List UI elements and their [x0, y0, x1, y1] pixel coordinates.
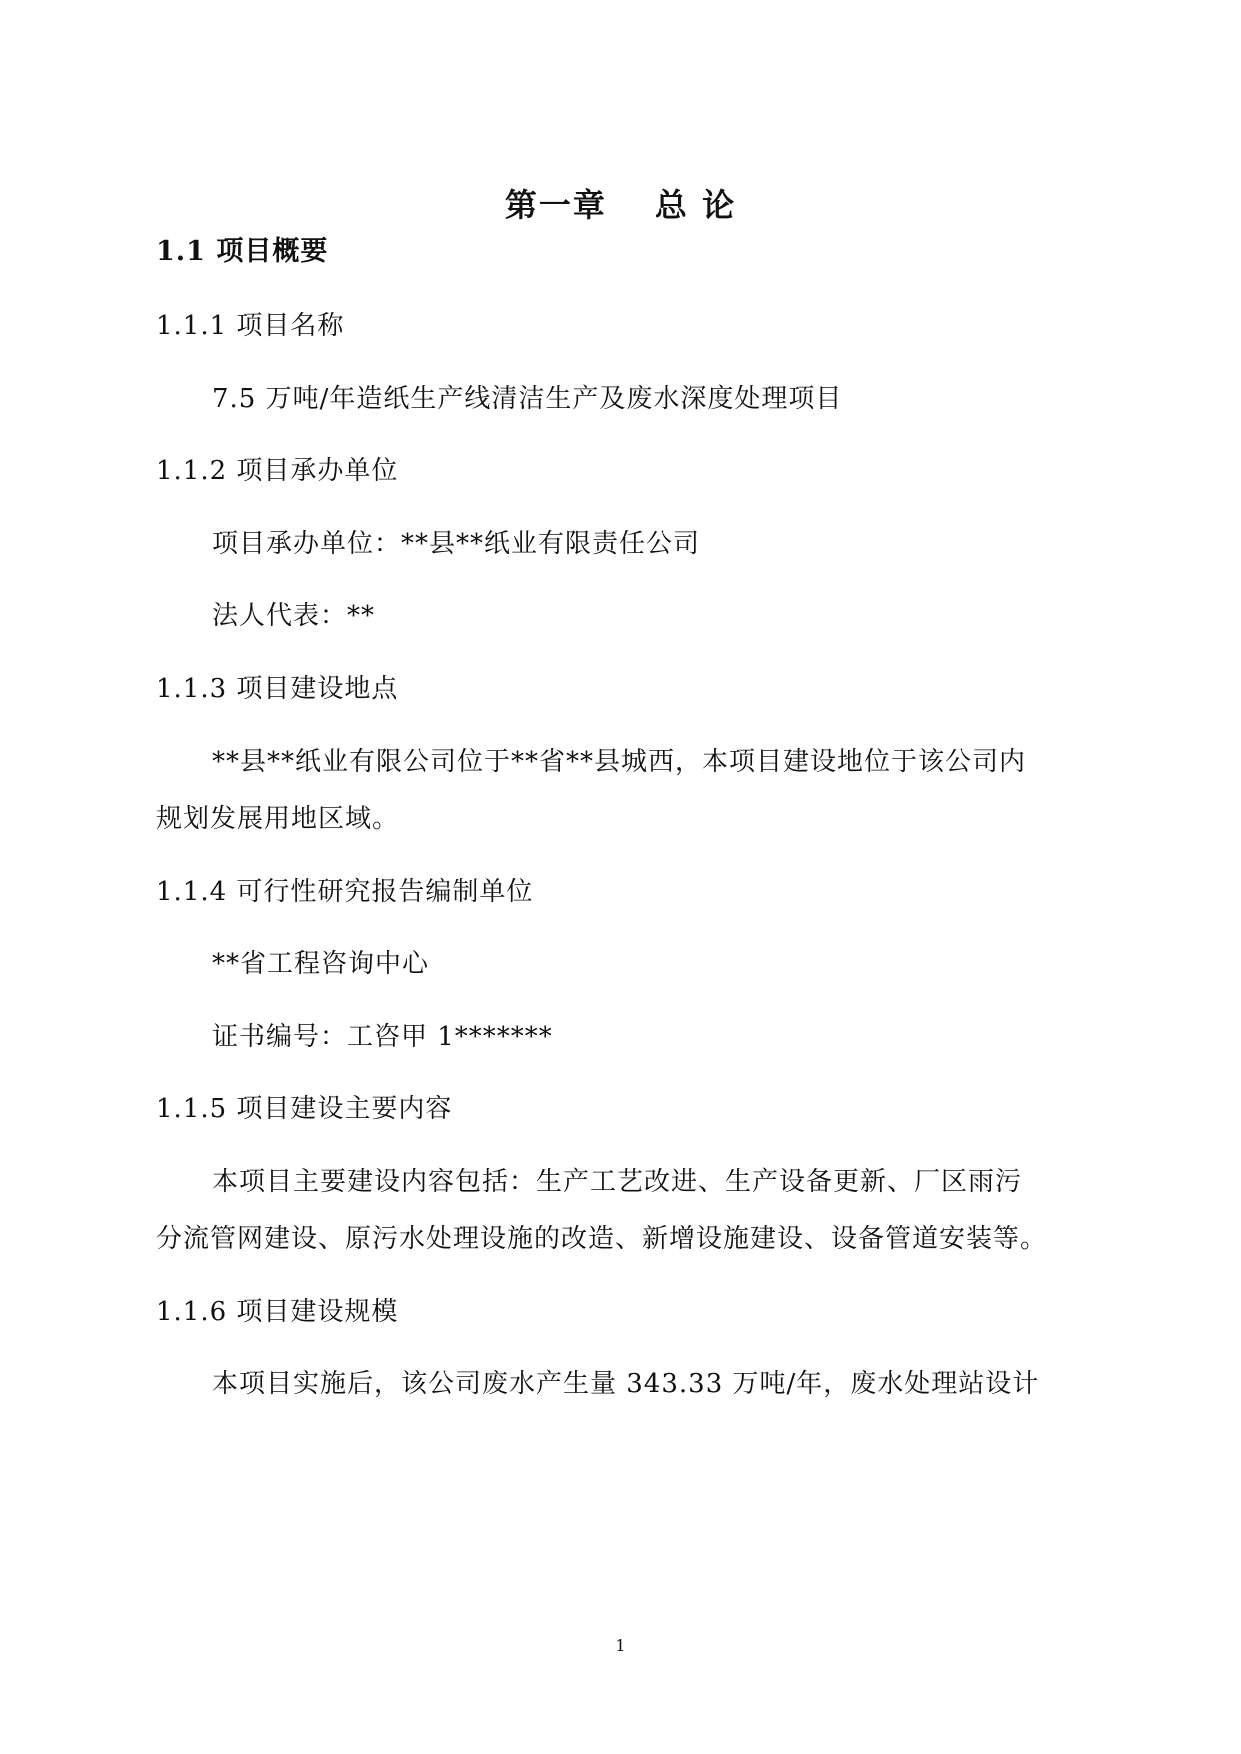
sponsor-unit: 项目承办单位：**县**纸业有限责任公司	[212, 529, 701, 559]
chapter-name: 总 论	[654, 186, 737, 224]
legal-representative: 法人代表：**	[212, 601, 376, 631]
location-line-1: **县**纸业有限公司位于**省**县城西，本项目建设地位于该公司内	[212, 747, 1027, 777]
heading-1-1-6: 1.1.6 项目建设规模	[156, 1297, 399, 1327]
content-line-1: 本项目主要建设内容包括：生产工艺改进、生产设备更新、厂区雨污	[212, 1167, 1023, 1197]
heading-1-1-2: 1.1.2 项目承办单位	[156, 456, 399, 486]
report-organization: **省工程咨询中心	[212, 949, 430, 979]
heading-1-1-5: 1.1.5 项目建设主要内容	[156, 1094, 453, 1124]
location-line-2: 规划发展用地区域。	[156, 804, 400, 834]
certificate-number: 证书编号：工咨甲 1*******	[212, 1022, 553, 1052]
page-number: 1	[615, 1636, 626, 1655]
project-name: 7.5 万吨/年造纸生产线清洁生产及废水深度处理项目	[212, 384, 843, 414]
heading-1-1-4: 1.1.4 可行性研究报告编制单位	[156, 877, 534, 907]
chapter-title	[0, 180, 1241, 226]
section-heading-1-1: 1.1 项目概要	[156, 236, 329, 267]
heading-1-1-1: 1.1.1 项目名称	[156, 311, 345, 341]
scale-line-1: 本项目实施后，该公司废水产生量 343.33 万吨/年，废水处理站设计	[212, 1369, 1040, 1399]
chapter-number: 第一章	[504, 186, 607, 224]
heading-1-1-3: 1.1.3 项目建设地点	[156, 674, 399, 704]
content-line-2: 分流管网建设、原污水处理设施的改造、新增设施建设、设备管道安装等。	[156, 1224, 1048, 1254]
